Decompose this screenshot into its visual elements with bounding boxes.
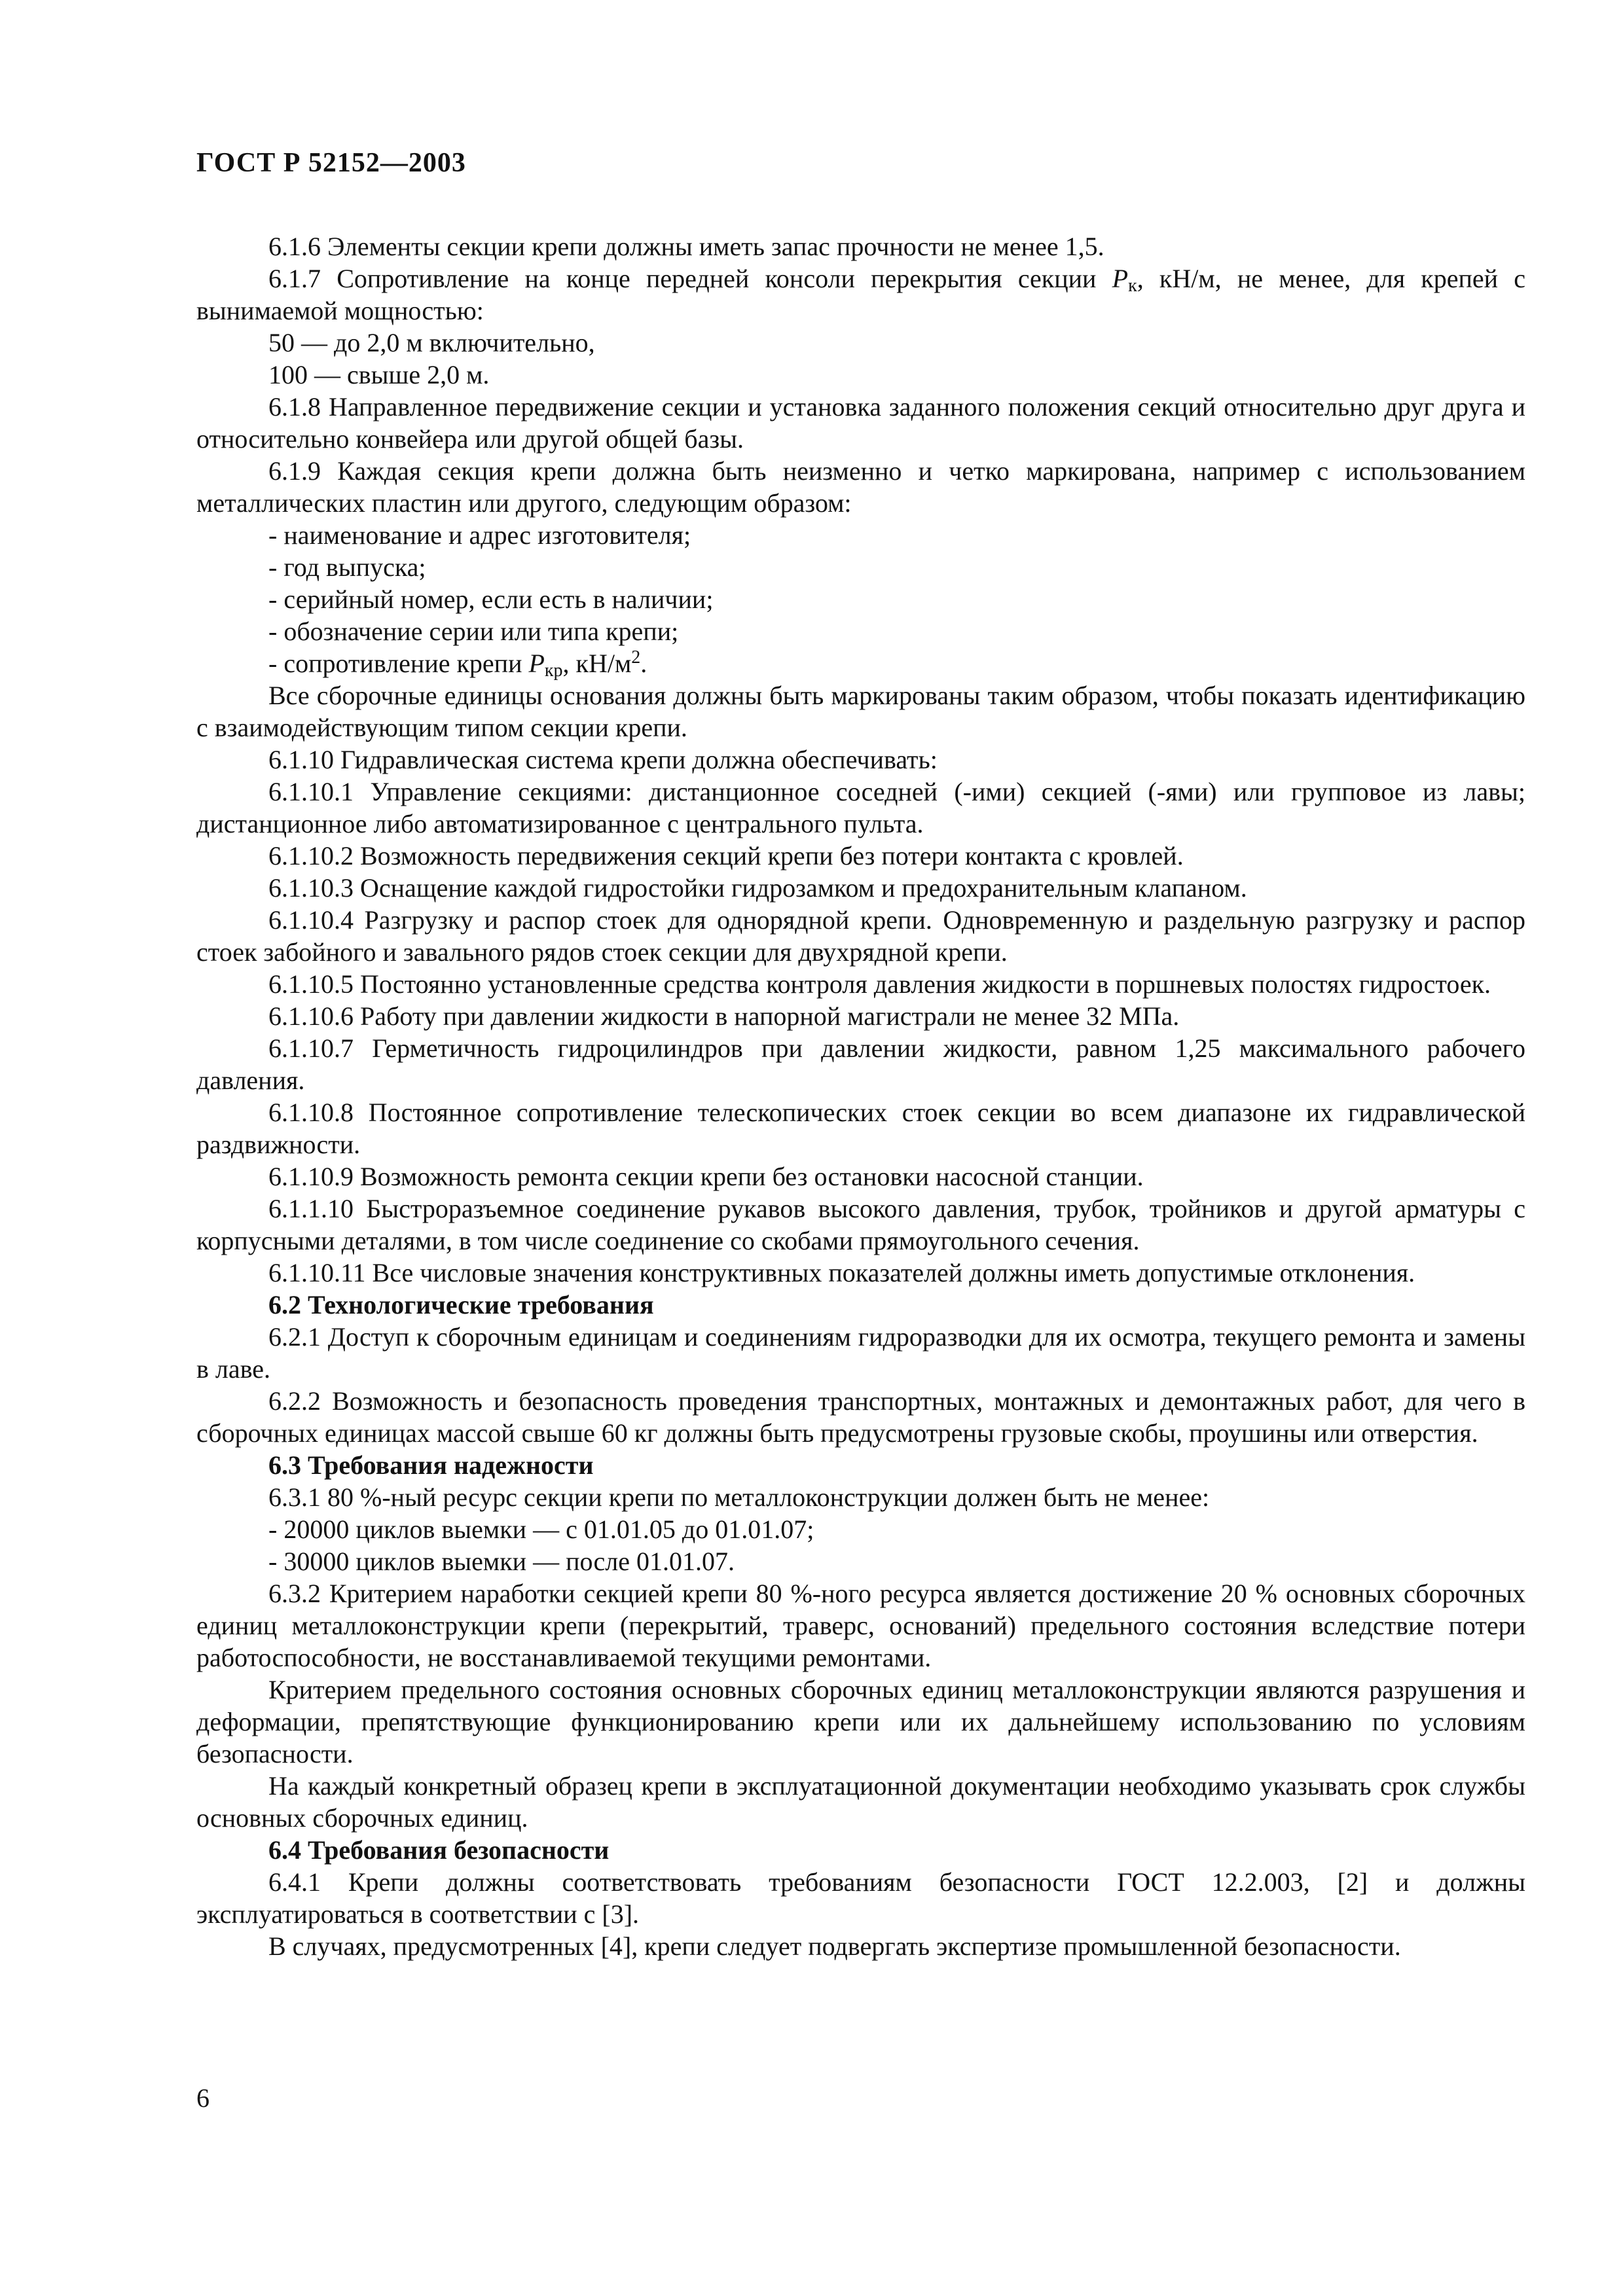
symbol: P xyxy=(528,649,545,678)
paragraph: На каждый конкретный образец крепи в эксплуатационной документации необходимо указывать срок службы основных сборочных единиц. xyxy=(196,1771,1525,1833)
section-heading: 6.3 Требования надежности xyxy=(268,1450,594,1480)
paragraph: 6.1.9 Каждая секция крепи должна быть неизменно и четко маркирована, например с использованием металлических пластин или другого, следующим образом: xyxy=(196,456,1525,518)
paragraph: 6.1.10.6 Работу при давлении жидкости в напорной магистрали не менее 32 МПа. xyxy=(268,1001,1180,1031)
paragraph: 6.1.10.11 Все числовые значения конструктивных показателей должны иметь допустимые отклонения. xyxy=(268,1258,1415,1287)
paragraph xyxy=(196,262,1525,327)
paragraph: 6.1.10.7 Герметичность гидроцилиндров при давлении жидкости, равном 1,25 максимального рабочего давления. xyxy=(196,1033,1525,1095)
paragraph: Все сборочные единицы основания должны быть маркированы таким образом, чтобы показать идентификацию с взаимодействующим типом секции крепи. xyxy=(196,681,1525,742)
text-run: - сопротивление крепи xyxy=(268,649,529,678)
subscript: кр xyxy=(544,660,563,681)
list-item: - 20000 циклов выемки — с 01.01.05 до 01.01.07; xyxy=(268,1515,814,1544)
section-heading: 6.2 Технологические требования xyxy=(268,1290,654,1319)
subscript: к xyxy=(1128,276,1137,296)
text-run: , кН/м xyxy=(562,649,632,678)
paragraph: Критерием предельного состояния основных сборочных единиц металлоконструкции являются разрушения и деформации, препятствующие функционированию крепи или их дальнейшему использованию по условиям безопасности. xyxy=(196,1675,1525,1768)
list-item: - 30000 циклов выемки — после 01.01.07. xyxy=(268,1547,735,1576)
paragraph: 6.1.10.3 Оснащение каждой гидростойки гидрозамком и предохранительным клапаном. xyxy=(268,873,1247,903)
text-run: 6.1.7 Сопротивление на конце передней консоли перекрытия секции xyxy=(268,264,1112,293)
paragraph: 6.1.10.8 Постоянное сопротивление телескопических стоек секции во всем диапазоне их гидравлической раздвижности. xyxy=(196,1098,1525,1159)
paragraph: 6.2.2 Возможность и безопасность проведения транспортных, монтажных и демонтажных работ, для чего в сборочных единицах массой свыше 60 кг должны быть предусмотрены грузовые скобы, проушины или отверстия. xyxy=(196,1386,1525,1448)
page-number: 6 xyxy=(196,2083,210,2113)
document-page xyxy=(196,0,1525,2296)
paragraph: 6.3.1 80 %-ный ресурс секции крепи по металлоконструкции должен быть не менее: xyxy=(268,1482,1210,1512)
paragraph: 6.1.10.1 Управление секциями: дистанционное соседней (-ими) секцией (-ями) или групповое из лавы; дистанционное либо автоматизированное с центрального пульта. xyxy=(196,777,1525,838)
list-item: 50 — до 2,0 м включительно, xyxy=(268,328,595,357)
list-item: - серийный номер, если есть в наличии; xyxy=(268,584,714,614)
paragraph: 6.1.10 Гидравлическая система крепи должна обеспечивать: xyxy=(268,745,938,774)
text-run: , кН/м, не менее, для крепей с вынимаемой мощностью: xyxy=(196,264,1526,325)
document-body xyxy=(196,230,1525,1962)
paragraph: 6.2.1 Доступ к сборочным единицам и соединениям гидроразводки для их осмотра, текущего ремонта и замены в лаве. xyxy=(196,1322,1525,1384)
paragraph: 6.1.10.4 Разгрузку и распор стоек для однорядной крепи. Одновременную и раздельную разгрузку и распор стоек забойного и завального рядов стоек секции для двухрядной крепи. xyxy=(196,905,1525,967)
paragraph: 6.1.10.5 Постоянно установленные средства контроля давления жидкости в поршневых полостях гидростоек. xyxy=(268,969,1491,999)
paragraph: В случаях, предусмотренных [4], крепи следует подвергать экспертизе промышленной безопасности. xyxy=(268,1931,1401,1961)
symbol: P xyxy=(1112,264,1129,293)
list-item: - обозначение серии или типа крепи; xyxy=(268,617,679,646)
paragraph: 6.1.8 Направленное передвижение секции и установка заданного положения секций относительно друг друга и относительно конвейера или другой общей базы. xyxy=(196,392,1525,454)
superscript: 2 xyxy=(631,647,641,668)
paragraph: 6.1.1.10 Быстроразъемное соединение рукавов высокого давления, трубок, тройников и другой арматуры с корпусными деталями, в том числе соединение со скобами прямоугольного сечения. xyxy=(196,1194,1525,1255)
list-item xyxy=(196,647,1525,679)
paragraph: 6.1.10.2 Возможность передвижения секций крепи без потери контакта с кровлей. xyxy=(268,841,1184,870)
text-run: . xyxy=(640,649,647,678)
paragraph: 6.1.6 Элементы секции крепи должны иметь запас прочности не менее 1,5. xyxy=(268,232,1104,261)
document-header: ГОСТ Р 52152—2003 xyxy=(196,148,466,178)
list-item: - наименование и адрес изготовителя; xyxy=(268,520,691,550)
paragraph: 6.4.1 Крепи должны соответствовать требованиям безопасности ГОСТ 12.2.003, [2] и должны эксплуатироваться в соответствии с [3]. xyxy=(196,1867,1525,1929)
list-item: - год выпуска; xyxy=(268,552,426,582)
paragraph: 6.3.2 Критерием наработки секцией крепи 80 %-ного ресурса является достижение 20 % основных сборочных единиц металлоконструкции крепи (перекрытий, траверс, оснований) предельного состояния вследствие потери работоспособности, не восстанавливаемой текущими ремонтами. xyxy=(196,1579,1525,1672)
list-item: 100 — свыше 2,0 м. xyxy=(268,360,490,389)
paragraph: 6.1.10.9 Возможность ремонта секции крепи без остановки насосной станции. xyxy=(268,1162,1144,1191)
section-heading: 6.4 Требования безопасности xyxy=(268,1835,610,1865)
